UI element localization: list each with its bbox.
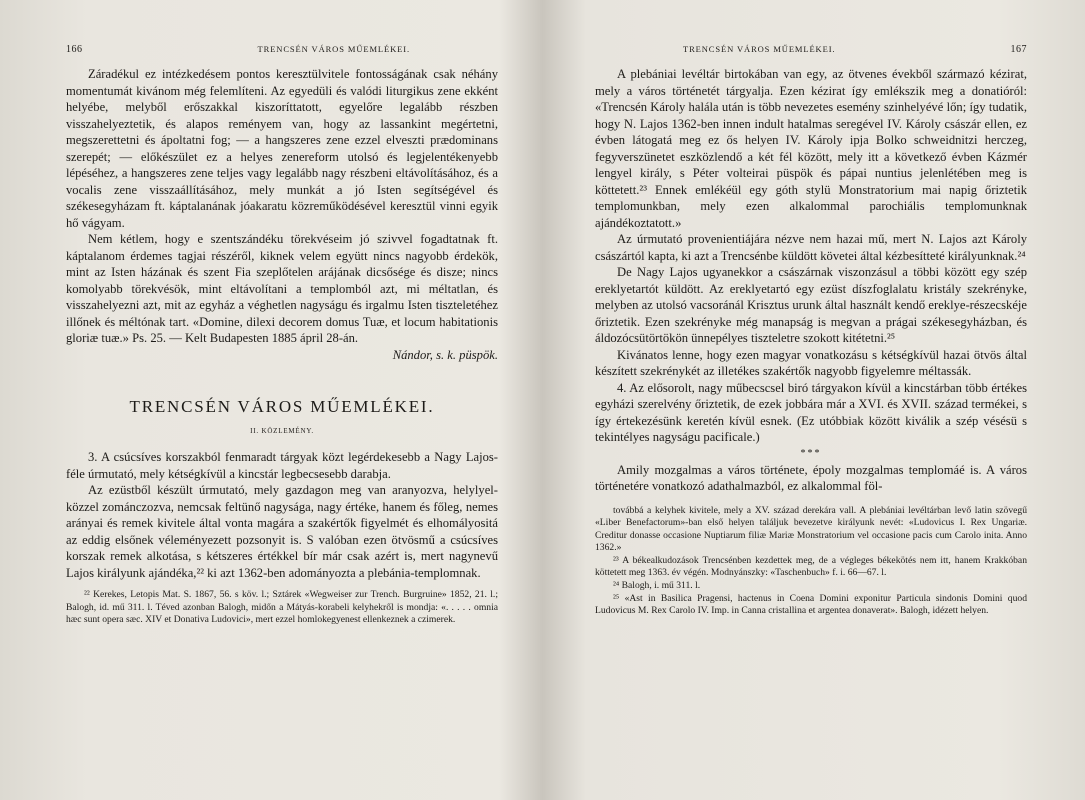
paragraph: Kivánatos lenne, hogy ezen magyar vonatkozásu s kétségkívül hazai ötvös által készített szekrénykét az illetékes szakértők nagyobb figyelemre méltassák. <box>595 347 1027 378</box>
paragraph: Az ezüstből készült úrmutató, mely gazdagon meg van aranyozva, helylyel-közzel zománczozva, nemcsak feltünő nagysága, nagy értéke, hanem és főleg, nemes arányai és remek kivitele által vonta magára a szakértők figyelmét és elhomályositá az eddig elsőnek véleményezett pozsonyit is. S valóban ezen ötvösmű a csúcsíves korszak remek alkotása, s kétszeres értékkel bír már csak azért is, mert nagynevű Lajos királyunk ajándéka,²² ki azt 1362-ben adományozta a plebánia-templomnak. <box>66 483 498 580</box>
section-heading: TRENCSÉN VÁROS MŰEMLÉKEI. <box>129 397 435 416</box>
right-page-number: 167 <box>1010 44 1027 55</box>
footnote: ²⁴ Balogh, i. mű 311. l. <box>613 580 701 592</box>
left-running-title: TRENCSÉN VÁROS MŰEMLÉKEI. <box>257 44 410 54</box>
left-page-number: 166 <box>66 44 83 55</box>
right-running-title: TRENCSÉN VÁROS MŰEMLÉKEI. <box>683 44 836 54</box>
right-body <box>595 66 1027 618</box>
paragraph: 3. A csúcsíves korszakból fenmaradt tárgyak közt legérdekesebb a Nagy Lajos-féle úrmutató, mely kétségkívül a kincstár legbecsesebb darabja. <box>66 450 498 481</box>
section-separator: *** <box>800 447 822 459</box>
right-page <box>543 0 1085 800</box>
footnote: továbbá a kelyhek kivitele, mely a XV. század derekára vall. A plebániai levéltárban levő latin szövegű «Liber Benefactorum»-ban első helyen találjuk bevezetve királyunk nevét: «Ludovicus I. Rex Ungariæ. Creditur donasse occasione Nuptiarum filiæ Mariæ Monstratorium vel occasione pacis cum Carolo inita. Anno 1362.» <box>595 504 1027 554</box>
paragraph: De Nagy Lajos ugyanekkor a császárnak viszonzásul a többi között egy szép ereklyetartót küldött. Az ereklyetartó egy ezüst díszfoglalatu kristály szekrényke, melyben az utolsó vacsoránál Krisztus urunk által használt kendő ereklye-részecskéje őriztetik. Ezen szekrényke még manapság is megvan a prágai székesegyházban, és áldozócsütörtökön ünnepélyes tiszteletre szokott kitétetni.²⁵ <box>595 265 1027 345</box>
paragraph: Amily mozgalmas a város története, époly mozgalmas templomáé is. A város történetére vonatkozó adathalmazból, ez alkalommal föl- <box>595 462 1027 493</box>
footnote: ²³ A békealkudozások Trencsénben kezdettek meg, de a végleges békekötés nem itt, hanem Krakkóban köttetett meg 1363. év végén. Modnyánszky: «Taschenbuch» f. i. 66—67. l. <box>595 554 1027 579</box>
paragraph: Az úrmutató provenientiájára nézve nem hazai mű, mert N. Lajos azt Károly császártól kapta, ki azt a Trencsénbe küldött követei által kézbesítteté királyunknak.²⁴ <box>595 232 1027 263</box>
left-running-header <box>66 44 498 66</box>
paragraph: 4. Az elősorolt, nagy műbecscsel biró tárgyakon kívül a kincstárban több értékes egyházi szerelvény őriztetik, de ezek jobbára már a XVI. és XVII. század termékei, s így értekezésünk keretén kívül esnek. (Ez utóbbiak között kiválik a szép vésésü s tekintélyes nagyságu pacificale.) <box>595 380 1027 444</box>
signature: Nándor, s. k. püspök. <box>392 347 498 362</box>
footnote: ²² Kerekes, Letopis Mat. S. 1867, 56. s köv. l.; Sztárek «Wegweiser zur Trench. Burgruine» 1852, 21. l.; Balogh, id. mű 311. l. Téved azonban Balogh, midőn a Mátyás-korabeli kelyhekről is mondja: «. . . . . omnia hæc sunt opera sæc. XIV et Donativa Ludovici», mert ezzel homlokegyenest ellenkeznek a czimerek. <box>66 589 498 626</box>
right-running-header <box>595 44 1027 66</box>
footnote: ²⁵ «Ast in Basilica Pragensi, hactenus in Coena Domini exponitur Particula sindonis Domini quod Ludovicus M. Rex Carolo IV. Imp. in Canna cristallina et argentea donaverat». Balogh, idézett helyen. <box>595 592 1027 617</box>
right-footnotes <box>595 505 1027 618</box>
left-body <box>66 66 498 627</box>
paragraph: Nem kétlem, hogy e szentszándéku törekvéseim jó szivvel fogadtatnak ft. káptalanom érdemes tagjai részéről, kiknek velem együtt nincs nagyobb érdekök, mint az Isten házának és szent Fia szeplőtelen arájának dicsősége és disze; nincs komolyabb törekvésök, mint eltávolítani a templomból azt, mi méltatlan, és visszahelyezni azt, mit az egyház a véghetlen nagyságu és irgalmu Isten tiszteletéhez illőnek és méltónak tart. «Domine, dilexi decorem domus Tuæ, et locum habitationis gloriæ tuæ.» Ps. 25. — Kelt Budapesten 1885 ápril 28-án. <box>66 232 498 345</box>
left-page <box>0 0 542 800</box>
paragraph: Záradékul ez intézkedésem pontos keresztülvitele fontosságának csak néhány momentumát kivánom még felemlíteni. Az egyedüli és valódi liturgikus zene ekként helyébe, melyből erőszakkal kiszoríttatott, egyelőre legalább részben visszahelyeztetik, és alapos reményem van, hogy az lassankint megértetni, megszerettetni és ápoltatni fog; — a hangszeres zene ezzel elveszti prædominans szerepét; — előkészület ez a helyes zenereform utolsó és legjelentékenyebb lépéséhez, a hangszeres zene teljes vagy legalább nagy részbeni eltávolításához, és a vocalis zene visszaállításához, mely munkát a jó Isten segítségével és székesegyházam ft. káptalanának jóakaratu közreműködésével keresztül vinni egyik hő vágyam. <box>66 67 498 230</box>
section-subheading: II. KÖZLEMÉNY. <box>250 427 314 435</box>
left-footnotes <box>66 589 498 627</box>
paragraph: A plebániai levéltár birtokában van egy, az ötvenes évekből származó kézirat, mely a város történetét tárgyalja. Ezen kézirat így emlékszik meg a donatióról: «Trencsén Károly halála után is több nevezetes esemény szinhelyévé lőn; így tudatik, hogy N. Lajos 1362-ben innen indult hatalmas seregével IV. Károly császár ellen, ez évben látogatá meg ez ős helyen IV. Károly ipja Bolko schweidnitzi herczeg, fegyverszünetet eszközlendő a két fél között, mely itt a következő évben Kázmér lengyel király, s Péter volteirai püspök és pápai nuntius jelenlétében meg is köttetett.²³ Ennek emlékéül egy góth stylü Monstratorium mai napig őriztetik templomunkban, mely ezen alkalommal parochiális templomunknak ajándékoztatott.» <box>595 67 1027 230</box>
